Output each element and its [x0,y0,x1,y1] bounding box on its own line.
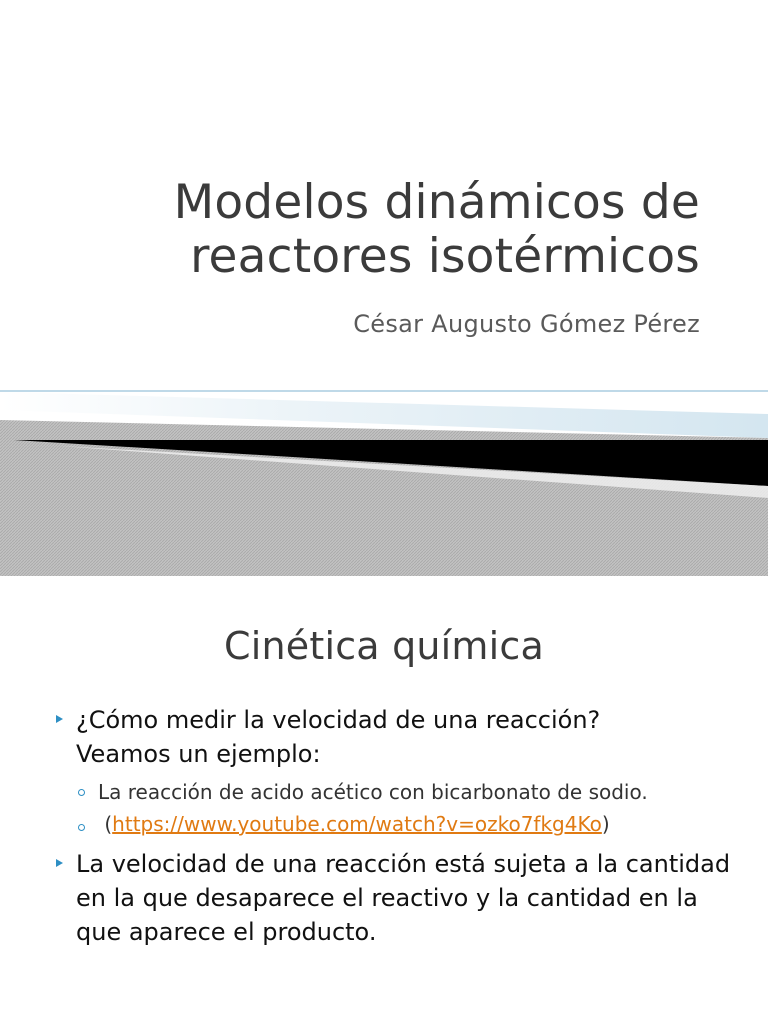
bullet-list [52,703,742,949]
sub-bullet-list [76,777,742,839]
slide-title [20,176,700,284]
bullet-item-2 [52,847,742,949]
author-subtitle: César Augusto Gómez Pérez [353,310,700,338]
content-slide [0,576,768,1024]
bullet-1-line-2: Veamos un ejemplo: [76,740,321,768]
slide-heading: Cinética química [224,624,544,668]
triangle-bullet-icon [56,715,63,723]
slide-title-line-2: reactores isotérmicos [190,229,700,284]
bullet-item-1 [52,703,742,839]
bullet-1-line-1: ¿Cómo medir la velocidad de una reacción? [76,706,601,734]
circle-bullet-icon [78,789,85,796]
sub-bullet-text: La reacción de acido acético con bicarbonato de sodio. [98,780,648,804]
bullet-2-text: La velocidad de una reacción está sujeta a la cantidad en la que desaparece el reactivo y la cantidad en la que aparece el producto. [76,850,731,946]
triangle-bullet-icon [56,859,63,867]
sub-bullet-item-2 [76,809,742,839]
slide-title-line-1: Modelos dinámicos de [173,175,700,230]
link-prefix: ( [98,812,113,836]
youtube-link[interactable]: https://www.youtube.com/watch?v=ozko7fkg4Ko [112,812,602,836]
decorative-band [0,380,768,576]
sub-bullet-item-1 [76,777,742,807]
link-suffix: ) [601,812,610,836]
circle-bullet-icon [78,824,85,831]
